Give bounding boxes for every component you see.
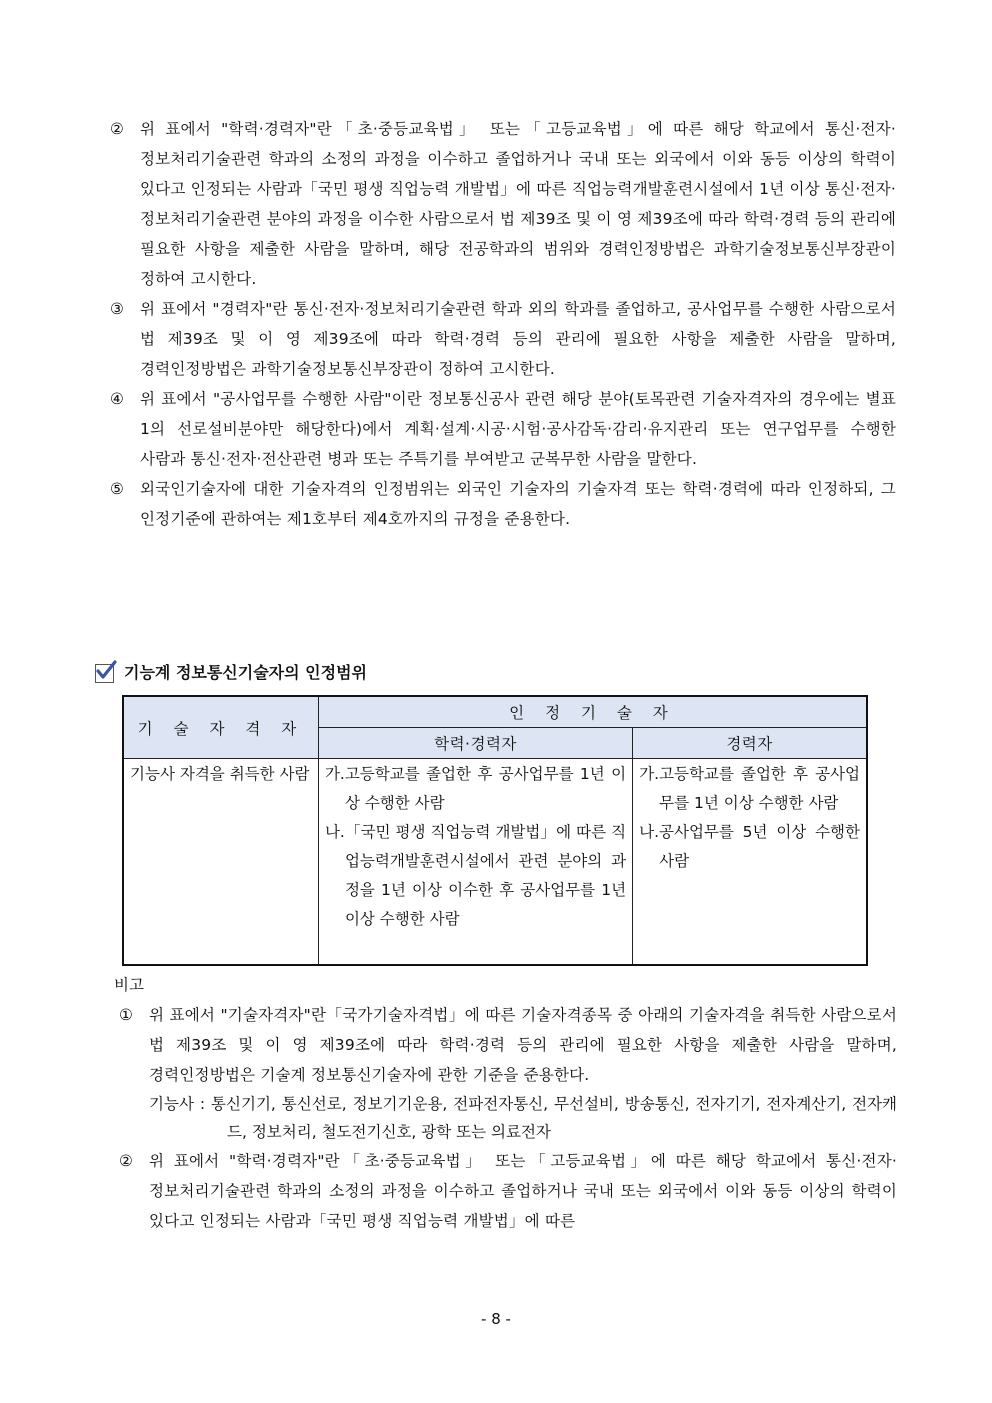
note-item	[110, 474, 896, 534]
cell-item: 가.고등학교를 졸업한 후 공사업무를 1년 이상 수행한 사람	[639, 765, 860, 812]
top-notes	[110, 114, 896, 534]
note-number: ③	[110, 300, 125, 318]
note-item	[110, 114, 896, 294]
note-text: 위 표에서 "경력자"란 통신·전자·정보처리기술관련 학과 외의 학과를 졸업하고, 공사업무를 수행한 사람으로서 법 제39조 및 이 영 제39조에 따라 학력·경력 등의 관리에 필요한 사항을 제출한 사람을 말하며, 경력인정방법은 과학기술정보통신부장관이 정하여 고시한다.	[140, 300, 896, 378]
note-text: 위 표에서 "학력·경력자"란「초·중등교육법」 또는「고등교육법」에 따른 해당 학교에서 통신·전자·정보처리기술관련 학과의 소정의 과정을 이수하고 졸업하거나 국내 또는 외국에서 이와 동등 이상의 학력이 있다고 인정되는 사람과「국민 평생 직업능력 개발법」에 따른	[149, 1152, 897, 1230]
note-number: ①	[119, 1006, 134, 1024]
column-header: 기 술 자 격 자	[123, 696, 318, 759]
note-number: ②	[119, 1152, 134, 1170]
column-header: 학력·경력자	[318, 728, 632, 759]
note-item	[110, 384, 896, 474]
qualification-text: 기능사 : 통신기기, 통신선로, 정보기기운용, 전파전자통신, 무선설비, 방송통신, 전자기기, 전자계산기, 전자캐드, 정보처리, 철도전기신호, 광학 또는 의료전자	[149, 1095, 897, 1141]
note-number: ⑤	[110, 480, 125, 498]
note-number: ④	[110, 390, 125, 408]
cell-item: 나.「국민 평생 직업능력 개발법」에 따른 직업능력개발훈련시설에서 관련 분야의 과정을 1년 이상 이수한 후 공사업무를 1년 이상 수행한 사람	[324, 823, 627, 928]
note-text: 위 표에서 "학력·경력자"란「초·중등교육법」 또는「고등교육법」에 따른 해당 학교에서 통신·전자·정보처리기술관련 학과의 소정의 과정을 이수하고 졸업하거나 국내 또는 외국에서 이와 동등 이상의 학력이 있다고 인정되는 사람과「국민 평생 직업능력 개발법」에 따른 직업능력개발훈련시설에서 1년 이상 통신·전자·정보처리기술관련 분야의 과정을 이수한 사람으로서 법 제39조 및 이 영 제39조에 따라 학력·경력 등의 관리에 필요한 사항을 제출한 사람을 말하며, 해당 전공학과의 범위와 경력인정방법은 과학기술정보통신부장관이 정하여 고시한다.	[140, 120, 896, 288]
section-title: 기능계 정보통신기술자의 인정범위	[124, 663, 367, 682]
cell-item: 나.공사업무를 5년 이상 수행한 사람	[639, 823, 860, 870]
note-text: 외국인기술자에 대한 기술자격의 인정범위는 외국인 기술자의 기술자격 또는 학력·경력에 따라 인정하되, 그 인정기준에 관하여는 제1호부터 제4호까지의 규정을 준용한다.	[140, 480, 896, 528]
row-label: 기능사 자격을 취득한 사람	[130, 765, 310, 783]
table-cell	[633, 759, 867, 965]
note-text: 위 표에서 "기술자격자"란「국가기술자격법」에 따른 기술자격종목 중 아래의 기술자격을 취득한 사람으로서 법 제39조 및 이 영 제39조에 따라 학력·경력 등의 관리에 필요한 사항을 제출한 사람을 말하며, 경력인정방법은 기술계 정보통신기술자에 관한 기준을 준용한다.	[149, 1006, 897, 1084]
table-cell	[318, 759, 632, 965]
cell-item: 가.고등학교를 졸업한 후 공사업무를 1년 이상 수행한 사람	[324, 765, 627, 812]
table-header-row	[123, 696, 867, 728]
note-item	[110, 294, 896, 384]
table-row	[123, 759, 867, 965]
remark-label: 비고	[114, 976, 144, 994]
column-header: 경력자	[633, 728, 867, 759]
page-number: - 8 -	[481, 1310, 511, 1328]
checkmark-icon	[95, 664, 114, 683]
qualification-table	[122, 695, 868, 966]
table-cell	[123, 759, 318, 965]
section-heading	[95, 661, 367, 685]
bottom-notes	[119, 1000, 897, 1236]
qualification-list	[119, 1090, 897, 1146]
note-text: 위 표에서 "공사업무를 수행한 사람"이란 정보통신공사 관련 해당 분야(토목관련 기술자격자의 경우에는 별표 1의 선로설비분야만 해당한다)에서 계획·설계·시공·시험·공사감독·감리·유지관리 또는 연구업무를 수행한 사람과 통신·전자·전산관련 병과 또는 주특기를 부여받고 군복무한 사람을 말한다.	[140, 390, 896, 468]
note-number: ②	[110, 120, 125, 138]
column-group-header: 인 정 기 술 자	[318, 696, 867, 728]
note-item	[119, 1000, 897, 1090]
note-item	[119, 1146, 897, 1236]
